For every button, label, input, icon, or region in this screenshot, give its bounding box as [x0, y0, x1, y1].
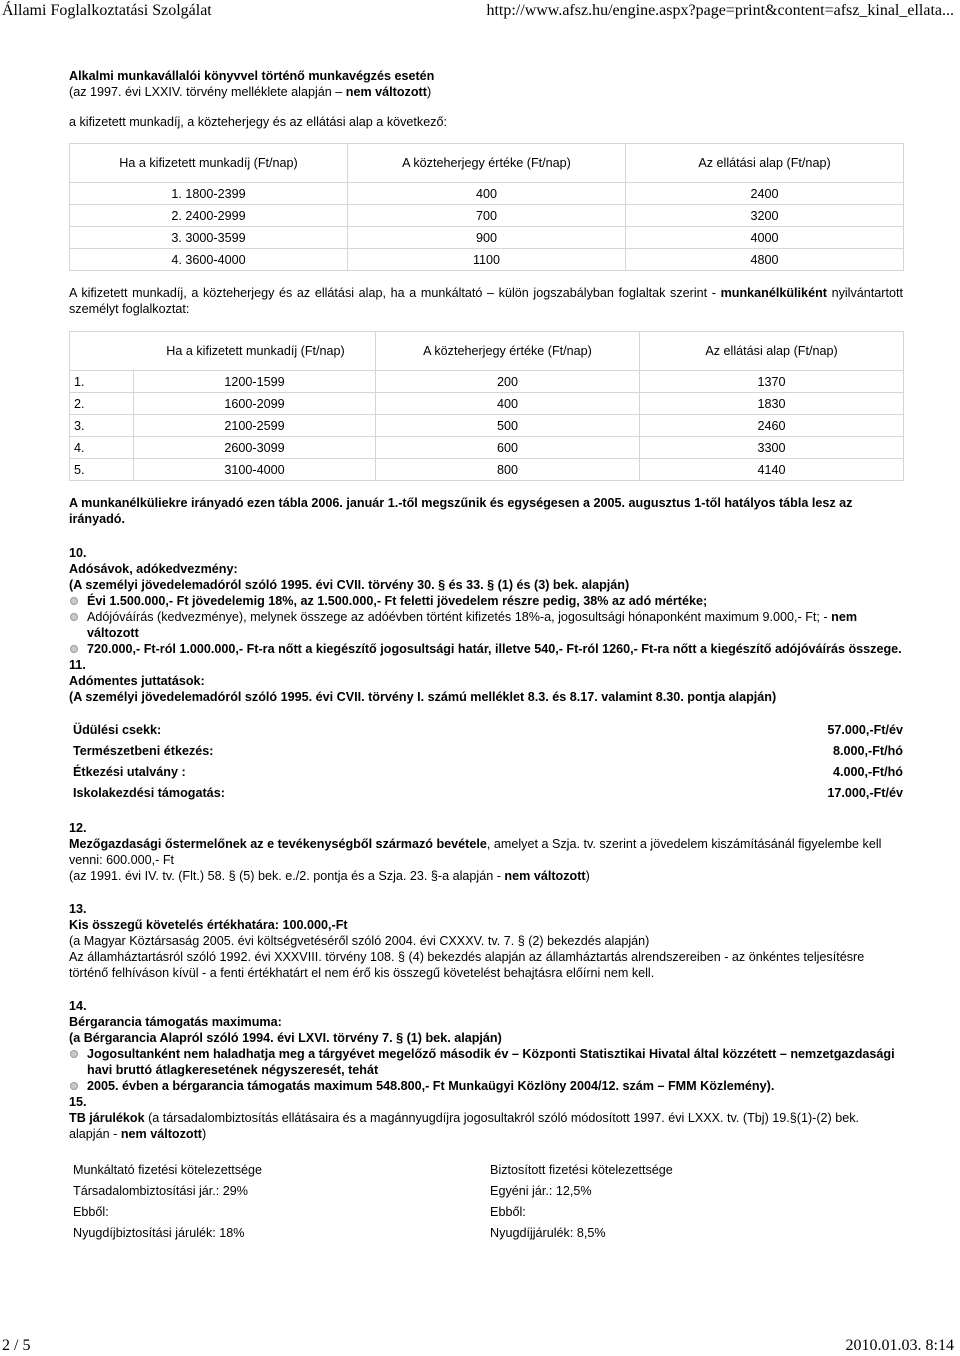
- table-casual-work: [69, 143, 904, 271]
- table2-cell: 3300: [640, 437, 904, 459]
- para2-bold: munkanélküliként: [720, 286, 827, 300]
- allowance-label: Iskolakezdési támogatás:: [73, 785, 225, 800]
- table-row: [70, 249, 904, 271]
- section13-number: 13.: [69, 902, 87, 916]
- table2-header-0: Ha a kifizetett munkadíj (Ft/nap): [70, 332, 376, 371]
- section14-law: (a Bérgarancia Alapról szóló 1994. évi LXVI. törvény 7. § (1) bek. alapján): [69, 1031, 502, 1045]
- bullet-icon: [70, 613, 78, 621]
- intro-title-line2: [69, 84, 903, 100]
- table1-cell: 700: [348, 205, 626, 227]
- browser-header-url: http://www.afsz.hu/engine.aspx?page=print&content=afsz_kinal_ellata...: [486, 2, 954, 19]
- table2-cell: 1370: [640, 371, 904, 393]
- section11-law: (A személyi jövedelemadóról szóló 1995. évi CVII. törvény I. számú melléklet 8.3. és 8.17. valamint 8.30. pontja alapján): [69, 690, 777, 704]
- section14-number: 14.: [69, 999, 87, 1013]
- section14-bullet1: [69, 1046, 903, 1078]
- table-row: [70, 437, 904, 459]
- table-row: [70, 415, 904, 437]
- browser-footer-page: 2 / 5: [2, 1337, 31, 1354]
- browser-header-title: Állami Foglalkoztatási Szolgálat: [2, 2, 212, 19]
- section12-bold: Mezőgazdasági őstermelőnek az e tevékenységből származó bevétele: [69, 837, 487, 851]
- bullet-icon: [70, 597, 78, 605]
- table2-cell: 4.: [70, 437, 134, 459]
- intro-title-line2-b: nem változott: [345, 85, 427, 99]
- table2-cell: 600: [376, 437, 640, 459]
- tax-free-allowances: [73, 719, 903, 803]
- table2-cell: 200: [376, 371, 640, 393]
- allowance-label: Étkezési utalvány :: [73, 764, 186, 779]
- table-row: [73, 1222, 907, 1243]
- table2-cell: 1.: [70, 371, 134, 393]
- intro-title-line2-c: ): [426, 85, 432, 99]
- section12-law-text: (az 1991. évi IV. tv. (Flt.) 58. § (5) bek. e./2. pontja és a Szja. 23. §-a alapján -: [69, 869, 505, 883]
- para2-tail: nyilvántartott személyt foglalkoztat:: [69, 286, 903, 316]
- table-row: [73, 782, 903, 803]
- table2-cell: 3100-4000: [134, 459, 376, 481]
- table1-header-0: Ha a kifizetett munkadíj (Ft/nap): [70, 144, 348, 183]
- table1-cell: 2400: [626, 183, 904, 205]
- section10-bullet1-text: Évi 1.500.000,- Ft jövedelemig 18%, az 1.500.000,- Ft feletti jövedelem részre pedig, 38% az adó mértéke;: [87, 594, 708, 608]
- table1-cell: 3. 3000-3599: [70, 227, 348, 249]
- employer-row: Ebből:: [73, 1204, 109, 1219]
- section11-title: Adómentes juttatások:: [69, 674, 205, 688]
- section12-body: [69, 836, 903, 868]
- section14-bullet1-text: Jogosultanként nem haladhatja meg a tárgyévet megelőző második év – Központi Statisztikai Hivatal által közzétett – nemzetgazdasági havi bruttó átlagkeresetének négyszeresét, tehát: [87, 1047, 895, 1077]
- table1-cell: 900: [348, 227, 626, 249]
- document-content: [69, 68, 903, 1243]
- table1-cell: 400: [348, 183, 626, 205]
- table-row: [73, 761, 903, 782]
- section15-text: (a társadalombiztosítás ellátásaira és a magánnyugdíjra jogosultakról szóló módosított 1997. évi LXXX. tv. (Tbj) 19.§(1)-(2) bek. alapján -: [69, 1111, 860, 1141]
- table1-cell: 4000: [626, 227, 904, 249]
- allowance-value: 4.000,-Ft/hó: [833, 764, 903, 779]
- browser-footer-datetime: 2010.01.03. 8:14: [845, 1337, 954, 1354]
- section13-title: Kis összegű követelés értékhatára: 100.000,-Ft: [69, 918, 348, 932]
- table2-cell: 500: [376, 415, 640, 437]
- table-row: [70, 459, 904, 481]
- table-row: [73, 1159, 907, 1180]
- section10-bullet3-text: 720.000,- Ft-ról 1.000.000,- Ft-ra nőtt a kiegészítő jogosultsági határ, illetve 540,- Ft-ról 1260,- Ft-ra nőtt a kiegészítő adójóváírás összege.: [87, 642, 902, 656]
- table-row: [70, 205, 904, 227]
- intro-lead: a kifizetett munkadíj, a közteherjegy és az ellátási alap a következő:: [69, 115, 448, 129]
- section11-number: 11.: [69, 658, 86, 672]
- table1-cell: 1100: [348, 249, 626, 271]
- table1-cell: 3200: [626, 205, 904, 227]
- intro-title-line2-a: (az 1997. évi LXXIV. törvény melléklete alapján –: [69, 85, 346, 99]
- bullet-icon: [70, 1050, 78, 1058]
- allowance-value: 57.000,-Ft/év: [827, 722, 903, 737]
- table-row: [73, 1201, 907, 1222]
- table1-cell: 4. 3600-4000: [70, 249, 348, 271]
- allowance-label: Természetbeni étkezés:: [73, 743, 214, 758]
- bullet-icon: [70, 645, 78, 653]
- table2-cell: 5.: [70, 459, 134, 481]
- allowance-value: 8.000,-Ft/hó: [833, 743, 903, 758]
- section10-law: (A személyi jövedelemadóról szóló 1995. évi CVII. törvény 30. § és 33. § (1) és (3) bek. alapján): [69, 578, 630, 592]
- section15-number: 15.: [69, 1095, 87, 1109]
- section14-title: Bérgarancia támogatás maximuma:: [69, 1015, 282, 1029]
- table-row: [70, 393, 904, 415]
- table2-cell: 1600-2099: [134, 393, 376, 415]
- section13-line1: (a Magyar Köztársaság 2005. évi költségvetéséről szóló 2004. évi CXXXV. tv. 7. § (2) bekezdés alapján): [69, 934, 650, 948]
- table2-header-1: A közteherjegy értéke (Ft/nap): [376, 332, 640, 371]
- section14-bullet2: [69, 1078, 903, 1094]
- section10-bullet2-bold: nem változott: [87, 610, 858, 640]
- section12-number: 12.: [69, 821, 87, 835]
- table2-cell: 1830: [640, 393, 904, 415]
- table-row: [73, 719, 903, 740]
- section15-tail: ): [201, 1127, 207, 1141]
- employer-row: Társadalombiztosítási jár.: 29%: [73, 1183, 248, 1198]
- section12-law-bold: nem változott: [504, 869, 586, 883]
- table2-cell: 2460: [640, 415, 904, 437]
- table2-cell: 2.: [70, 393, 134, 415]
- insured-row: Ebből:: [490, 1204, 526, 1219]
- table2-cell: 2600-3099: [134, 437, 376, 459]
- insured-title: Biztosított fizetési kötelezettsége: [490, 1162, 673, 1177]
- table-row: [70, 371, 904, 393]
- section14-bullet2-text: 2005. évben a bérgarancia támogatás maximum 548.800,- Ft Munkaügyi Közlöny 2004/12. szám – FMM Közlemény).: [87, 1079, 775, 1093]
- intro-title: [69, 68, 903, 100]
- section10-bullet3: [69, 641, 903, 657]
- bullet-icon: [70, 1082, 78, 1090]
- table2-cell: 4140: [640, 459, 904, 481]
- table-row: [70, 227, 904, 249]
- section15-bold2: nem változott: [120, 1127, 202, 1141]
- table1-cell: 1. 1800-2399: [70, 183, 348, 205]
- para-unemployed: [69, 285, 903, 317]
- table2-cell: 800: [376, 459, 640, 481]
- table1-header-2: Az ellátási alap (Ft/nap): [626, 144, 904, 183]
- section10-number: 10.: [69, 546, 87, 560]
- contributions-table: [73, 1159, 907, 1243]
- table-row: [70, 183, 904, 205]
- table1-cell: 2. 2400-2999: [70, 205, 348, 227]
- section15-body: [69, 1110, 903, 1142]
- allowance-value: 17.000,-Ft/év: [827, 785, 903, 800]
- section10-title: Adósávok, adókedvezmény:: [69, 562, 238, 576]
- table1-header-1: A közteherjegy értéke (Ft/nap): [348, 144, 626, 183]
- table-row: [73, 1180, 907, 1201]
- section10-bullet2-text: Adójóváírás (kedvezménye), melynek összege az adóévben történt kifizetés 18%-a, jogosultsági hónaponként maximum 9.000,- Ft; -: [87, 610, 832, 624]
- table-unemployed: [69, 331, 904, 481]
- note-unemployed: A munkanélküliekre irányadó ezen tábla 2006. január 1.-től megszűnik és egységesen a 2005. augusztus 1-től hatályos tábla lesz az irányadó.: [69, 496, 853, 526]
- employer-title: Munkáltató fizetési kötelezettsége: [73, 1162, 263, 1177]
- section13-line2: Az államháztartásról szóló 1992. évi XXXVIII. törvény 108. § (4) bekezdés alapján az államháztartás alrendszereiben - az önkéntes teljesítésre történő felhíváson kívül - a fenti értékhatárt el nem érő kis összegű követelést behajtásra előírni nem kell.: [69, 950, 865, 980]
- insured-row: Nyugdíjjárulék: 8,5%: [490, 1225, 606, 1240]
- allowance-label: Üdülési csekk:: [73, 722, 162, 737]
- insured-row: Egyéni jár.: 12,5%: [490, 1183, 592, 1198]
- table2-cell: 3.: [70, 415, 134, 437]
- section12-law-tail: ): [585, 869, 590, 883]
- para2-text: A kifizetett munkadíj, a közteherjegy és az ellátási alap, ha a munkáltató – külön jogszabályban foglaltak szerint -: [69, 286, 721, 300]
- section12-law: [69, 868, 903, 884]
- section10-bullet1: [69, 593, 903, 609]
- table1-cell: 4800: [626, 249, 904, 271]
- section10-bullet2: [69, 609, 903, 641]
- table2-cell: 400: [376, 393, 640, 415]
- table2-cell: 2100-2599: [134, 415, 376, 437]
- section15-bold: TB járulékok: [69, 1111, 145, 1125]
- intro-title-line1: Alkalmi munkavállalói könyvvel történő munkavégzés esetén: [69, 69, 435, 83]
- table2-cell: 1200-1599: [134, 371, 376, 393]
- table-row: [73, 740, 903, 761]
- employer-row: Nyugdíjbiztosítási járulék: 18%: [73, 1225, 245, 1240]
- section12-text: , amelyet a Szja. tv. szerint a jövedelem kiszámításánál figyelembe kell venni: 600.000,- Ft: [69, 837, 882, 867]
- table2-header-2: Az ellátási alap (Ft/nap): [640, 332, 904, 371]
